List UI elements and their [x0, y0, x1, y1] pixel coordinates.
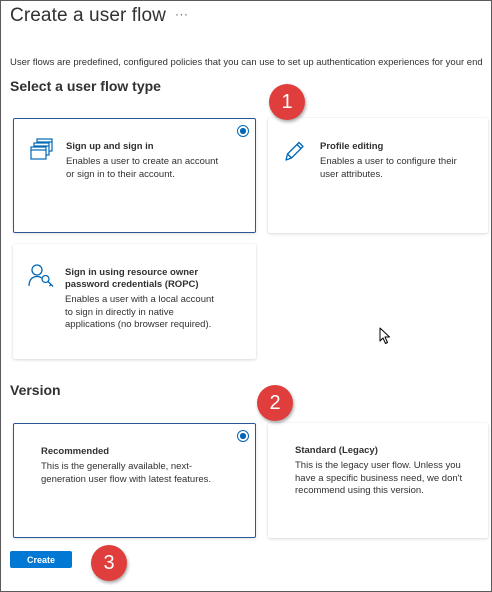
- radio-selected-icon[interactable]: [237, 125, 249, 137]
- card-version-recommended[interactable]: [13, 423, 256, 538]
- card-description-line: to sign in directly in native: [65, 306, 174, 318]
- card-description: [295, 460, 462, 498]
- card-description-line: Enables a user with a local account: [65, 294, 214, 305]
- card-title: Recommended: [41, 446, 110, 457]
- card-description-line: or sign in to their account.: [66, 168, 175, 180]
- card-title: [65, 267, 199, 291]
- user-key-icon: [28, 263, 56, 294]
- step-badge-3: 3: [91, 545, 127, 581]
- card-title-line: password credentials (ROPC): [65, 279, 199, 290]
- card-description: [320, 156, 457, 181]
- card-description: [66, 156, 218, 181]
- card-description: [41, 461, 211, 486]
- card-title: Profile editing: [320, 141, 384, 152]
- card-description-line: Enables a user to configure their: [320, 156, 457, 167]
- card-description-line: have a specific business need, we don't: [295, 472, 463, 484]
- card-title: Sign up and sign in: [66, 141, 154, 152]
- card-description-line: user attributes.: [320, 168, 383, 180]
- mouse-pointer-icon: [379, 327, 391, 350]
- version-heading: Version: [10, 382, 61, 398]
- radio-selected-icon[interactable]: [237, 430, 249, 442]
- card-profile-editing[interactable]: [268, 118, 488, 233]
- card-description: [65, 294, 214, 332]
- intro-text: User flows are predefined, configured policies that you can use to set up authentication experiences for your end: [10, 57, 483, 68]
- card-description-line: applications (no browser required).: [65, 319, 212, 330]
- card-description-line: generation user flow with latest features.: [41, 473, 212, 485]
- flow-type-heading: Select a user flow type: [10, 78, 161, 94]
- windows-stack-icon: [30, 138, 54, 167]
- card-description-line: This is the generally available, next-: [41, 461, 193, 472]
- card-ropc[interactable]: [13, 244, 256, 359]
- step-badge-1: 1: [269, 84, 305, 120]
- more-options-button[interactable]: ···: [175, 7, 189, 21]
- card-title: Standard (Legacy): [295, 445, 378, 456]
- step-badge-2: 2: [257, 385, 293, 421]
- pencil-icon: [282, 138, 306, 169]
- card-description-line: recommend using this version.: [295, 485, 424, 496]
- card-version-standard-legacy[interactable]: [268, 423, 488, 538]
- card-sign-up-sign-in[interactable]: [13, 118, 256, 233]
- card-description-line: This is the legacy user flow. Unless you: [295, 460, 461, 471]
- card-description-line: Enables a user to create an account: [66, 156, 219, 167]
- create-button[interactable]: Create: [10, 551, 72, 568]
- page-title: Create a user flow: [10, 5, 166, 26]
- card-title-line: Sign in using resource owner: [65, 267, 199, 278]
